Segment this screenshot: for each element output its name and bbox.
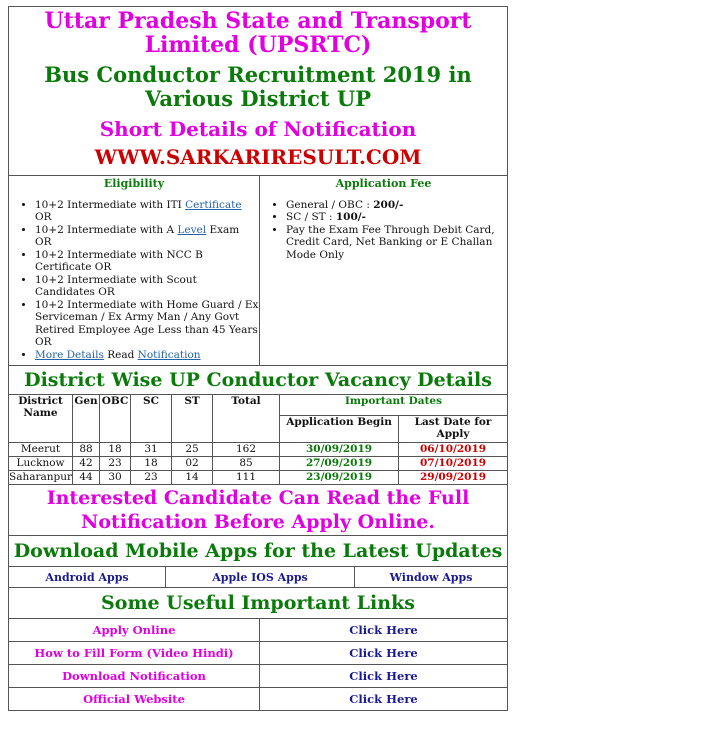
android-apps-link[interactable]: Android Apps [9,567,166,588]
recruitment-title: Bus Conductor Recruitment 2019 in Various District UP [44,62,472,111]
col-st: ST [172,395,213,443]
notice-text: Interested Candidate Can Read the Full Notification Before Apply Online. [8,485,508,536]
header-section [8,6,508,176]
vacancy-table [8,395,508,485]
list-item: • 10+2 Intermediate with ITI Certificate OR [35,199,259,224]
apps-table [8,567,508,588]
list-item: • General / OBC : 200/- [286,199,507,212]
official-website-link[interactable]: Click Here [260,688,508,711]
website-title: WWW.SARKARIRESULT.COM [94,145,422,169]
vacancy-heading: District Wise UP Conductor Vacancy Details [8,366,508,395]
apply-online-label: Apply Online [9,619,260,642]
how-to-fill-link[interactable]: Click Here [260,642,508,665]
col-application-begin: Application Begin [280,416,399,443]
list-item: • 10+2 Intermediate with Scout Candidates OR [35,274,259,299]
col-sc: SC [131,395,172,443]
table-row [9,688,508,711]
list-item: • 10+2 Intermediate with A Level Exam OR [35,224,259,249]
list-item: • 10+2 Intermediate with Home Guard / Ex Serviceman / Ex Army Man / Any Govt Retired Employee Age Less than 45 Years OR [35,299,259,349]
table-row: Saharanpur 44 30 23 14 111 23/09/2019 29/09/2019 [9,471,508,485]
col-district: District Name [9,395,73,443]
table-row [9,619,508,642]
list-item: • Pay the Exam Fee Through Debit Card, Credit Card, Net Banking or E Challan Mode Only [286,224,507,262]
table-row: Lucknow 42 23 18 02 85 27/09/2019 07/10/2019 [9,457,508,471]
download-notification-link[interactable]: Click Here [260,665,508,688]
level-link[interactable]: Level [177,223,207,236]
table-row: Meerut 88 18 31 25 162 30/09/2019 06/10/2019 [9,443,508,457]
eligibility-fee-table [8,176,508,366]
ios-apps-link[interactable]: Apple IOS Apps [166,567,355,588]
eligibility-list [9,199,259,362]
notification-link[interactable]: Notification [137,348,201,361]
official-website-label: Official Website [9,688,260,711]
links-table [8,619,508,711]
table-row [9,665,508,688]
apps-heading: Download Mobile Apps for the Latest Updates [8,536,508,567]
eligibility-cell [9,176,260,366]
col-obc: OBC [100,395,131,443]
table-row [9,642,508,665]
col-total: Total [213,395,280,443]
apply-online-link[interactable]: Click Here [260,619,508,642]
fee-heading: Application Fee [335,177,432,190]
list-item: • SC / ST : 100/- [286,211,507,224]
eligibility-heading: Eligibility [103,177,165,190]
download-notification-label: Download Notification [9,665,260,688]
short-details-title: Short Details of Notification [99,117,417,141]
page-title: Uttar Pradesh State and Transport Limited (UPSRTC) [44,8,472,58]
more-details-link[interactable]: More Details [35,348,104,361]
important-dates-heading: Important Dates [280,395,508,416]
list-item: • 10+2 Intermediate with NCC B Certificate OR [35,249,259,274]
how-to-fill-label: How to Fill Form (Video Hindi) [9,642,260,665]
certificate-link[interactable]: Certificate [185,198,242,211]
links-heading: Some Useful Important Links [8,588,508,619]
fee-cell [260,176,508,366]
list-item: • More Details Read Notification [35,349,259,362]
col-last-date: Last Date for Apply [399,416,508,443]
col-gen: Gen [73,395,100,443]
notification-page [8,6,508,711]
window-apps-link[interactable]: Window Apps [355,567,508,588]
fee-list [260,199,507,262]
